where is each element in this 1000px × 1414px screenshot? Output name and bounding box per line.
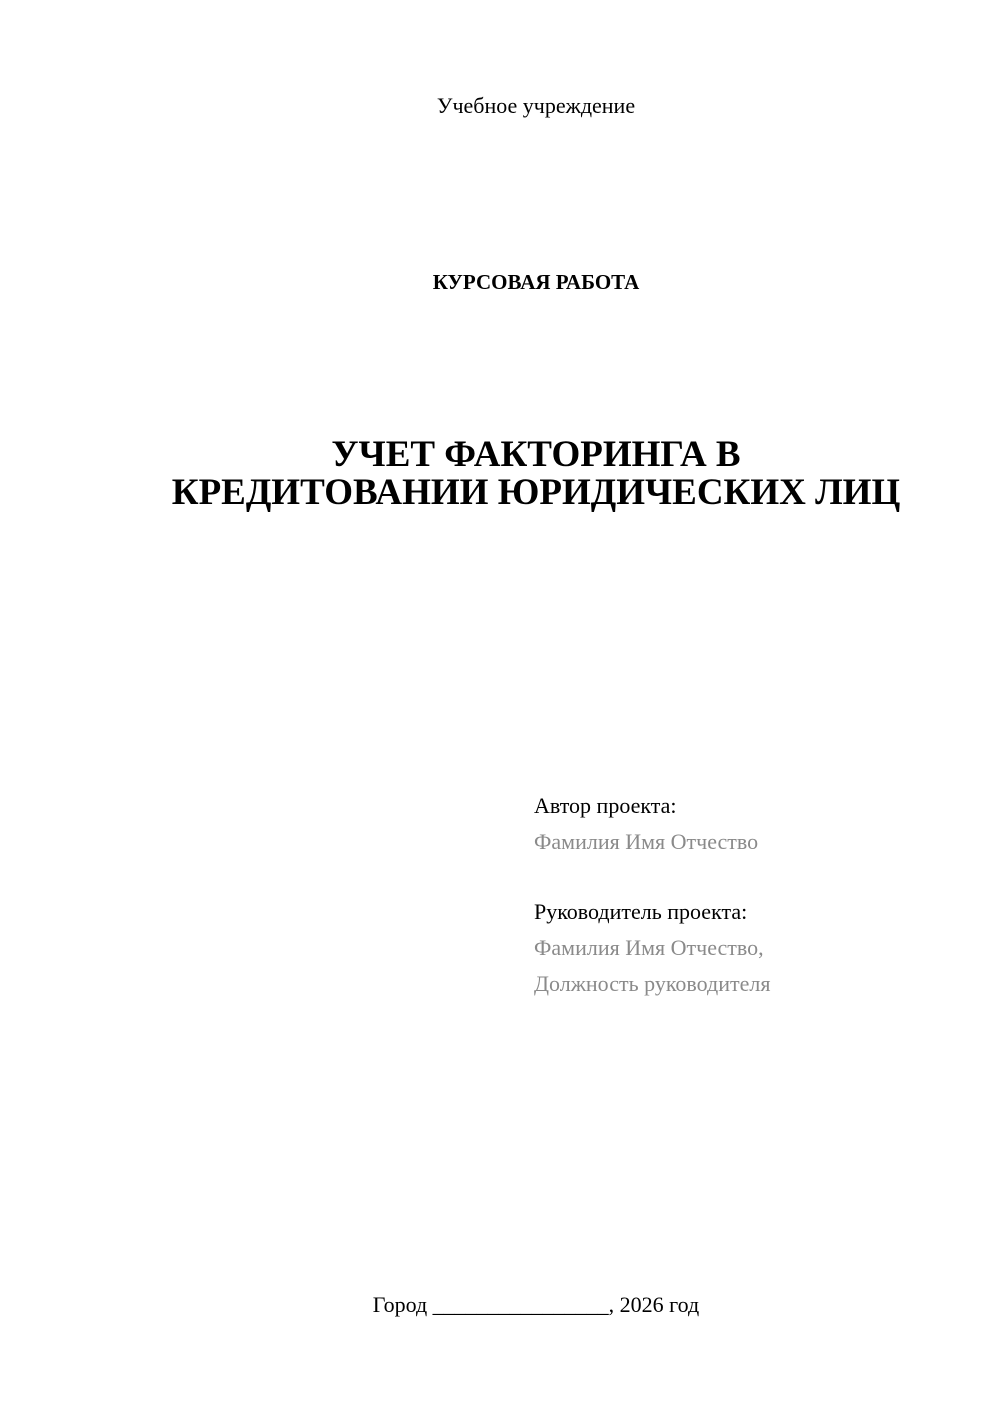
supervisor-name: Фамилия Имя Отчество, bbox=[534, 935, 764, 960]
institution-name: Учебное учреждение bbox=[436, 93, 636, 118]
roles-spacer bbox=[534, 860, 974, 894]
author-label: Автор проекта: bbox=[534, 793, 677, 818]
city-year-line: Город ________________, 2026 год bbox=[372, 1292, 700, 1317]
supervisor-label: Руководитель проекта: bbox=[534, 899, 748, 924]
title-line-2: КРЕДИТОВАНИИ ЮРИДИЧЕСКИХ ЛИЦ bbox=[171, 472, 901, 513]
author-name: Фамилия Имя Отчество bbox=[534, 829, 759, 854]
title-line-1: УЧЕТ ФАКТОРИНГА В bbox=[331, 434, 741, 475]
document-title bbox=[0, 436, 1000, 512]
work-type-heading: КУРСОВАЯ РАБОТА bbox=[432, 270, 640, 294]
supervisor-position: Должность руководителя bbox=[534, 971, 771, 996]
project-roles-block bbox=[534, 788, 974, 1002]
